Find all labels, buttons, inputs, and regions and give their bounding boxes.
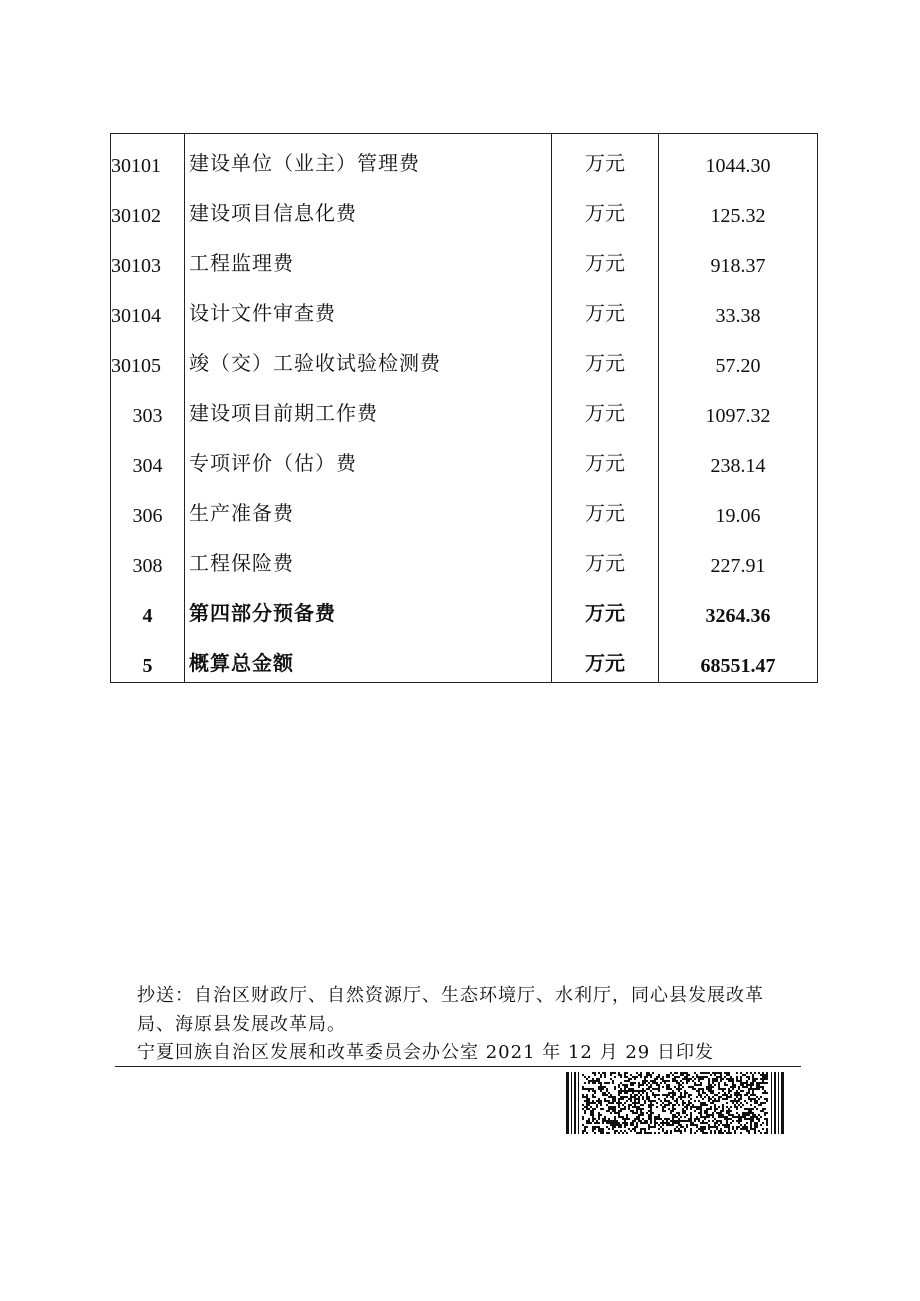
row-value: 1097.32 — [659, 382, 818, 432]
row-code: 30101 — [111, 134, 185, 183]
row-code: 30104 — [111, 282, 185, 332]
barcode-image — [566, 1072, 786, 1134]
row-code: 4 — [111, 582, 185, 632]
row-code: 304 — [111, 432, 185, 482]
row-name: 专项评价（估）费 — [185, 432, 552, 482]
row-name: 建设单位（业主）管理费 — [185, 134, 552, 183]
row-name: 生产准备费 — [185, 482, 552, 532]
row-value: 918.37 — [659, 232, 818, 282]
row-code: 30103 — [111, 232, 185, 282]
row-unit: 万元 — [552, 182, 659, 232]
row-name: 工程保险费 — [185, 532, 552, 582]
row-name: 第四部分预备费 — [185, 582, 552, 632]
table-row — [111, 232, 818, 282]
cc-line-2: 局、海原县发展改革局。 — [137, 1014, 346, 1035]
row-unit: 万元 — [552, 432, 659, 482]
row-code: 30102 — [111, 182, 185, 232]
row-value: 3264.36 — [659, 582, 818, 632]
row-name: 设计文件审查费 — [185, 282, 552, 332]
row-code: 5 — [111, 632, 185, 683]
row-value: 227.91 — [659, 532, 818, 582]
table-row — [111, 282, 818, 332]
budget-table-body — [111, 134, 818, 683]
row-unit: 万元 — [552, 582, 659, 632]
row-name: 概算总金额 — [185, 632, 552, 683]
table-row — [111, 382, 818, 432]
budget-table — [110, 133, 818, 683]
row-unit: 万元 — [552, 482, 659, 532]
row-value: 1044.30 — [659, 134, 818, 183]
row-value: 33.38 — [659, 282, 818, 332]
row-value: 238.14 — [659, 432, 818, 482]
table-row — [111, 432, 818, 482]
row-value: 68551.47 — [659, 632, 818, 683]
table-row — [111, 332, 818, 382]
row-unit: 万元 — [552, 382, 659, 432]
row-name: 竣（交）工验收试验检测费 — [185, 332, 552, 382]
row-unit: 万元 — [552, 332, 659, 382]
row-unit: 万元 — [552, 532, 659, 582]
row-name: 建设项目前期工作费 — [185, 382, 552, 432]
table-row — [111, 134, 818, 183]
row-code: 30105 — [111, 332, 185, 382]
row-code: 303 — [111, 382, 185, 432]
table-row — [111, 532, 818, 582]
row-name: 工程监理费 — [185, 232, 552, 282]
row-unit: 万元 — [552, 232, 659, 282]
row-value: 19.06 — [659, 482, 818, 532]
row-unit: 万元 — [552, 282, 659, 332]
footer-divider — [115, 1066, 801, 1067]
issuer-line: 宁夏回族自治区发展和改革委员会办公室 2021 年 12 月 29 日印发 — [137, 1042, 714, 1063]
table-row — [111, 182, 818, 232]
table-row — [111, 482, 818, 532]
row-value: 125.32 — [659, 182, 818, 232]
row-code: 308 — [111, 532, 185, 582]
row-code: 306 — [111, 482, 185, 532]
table-row — [111, 582, 818, 632]
row-name: 建设项目信息化费 — [185, 182, 552, 232]
cc-line-1: 抄送：自治区财政厅、自然资源厅、生态环境厅、水利厅，同心县发展改革 — [137, 985, 764, 1006]
row-unit: 万元 — [552, 632, 659, 683]
row-value: 57.20 — [659, 332, 818, 382]
row-unit: 万元 — [552, 134, 659, 183]
table-row — [111, 632, 818, 683]
